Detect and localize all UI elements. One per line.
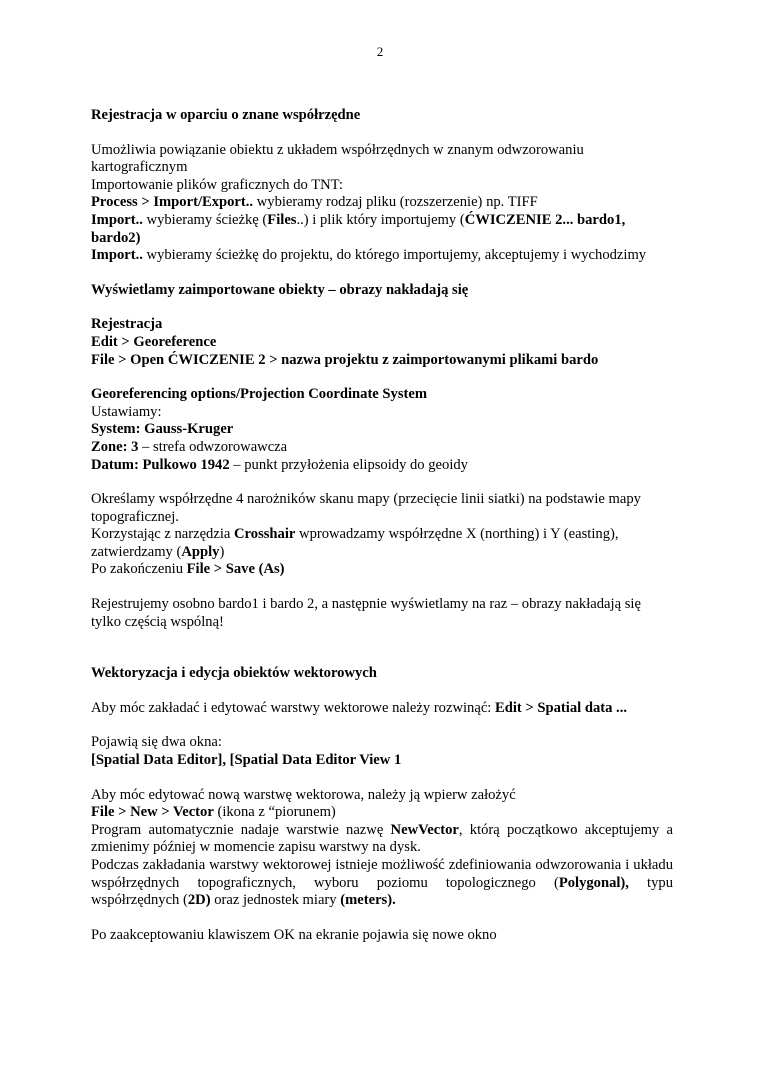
- paragraph: Korzystając z narzędzia Crosshair wprowadzamy współrzędne X (northing) i Y (easting), zatwierdzamy (Apply): [91, 526, 619, 560]
- setting-zone: Zone: 3 – strefa odwzorowawcza: [91, 438, 288, 455]
- section-heading-rejestracja: Rejestracja: [91, 316, 163, 333]
- paragraph: Importowanie plików graficznych do TNT:: [91, 176, 343, 193]
- paragraph: Aby móc zakładać i edytować warstwy wektorowe należy rozwinąć: Edit > Spatial data ...: [91, 699, 628, 716]
- paragraph: Umożliwia powiązanie obiektu z układem współrzędnych w znanym odwzorowaniu kartograficznym: [91, 141, 584, 176]
- paragraph: Rejestrujemy osobno bardo1 i bardo 2, a następnie wyświetlamy na raz – obrazy nakładają się tylko częścią wspólną!: [91, 596, 641, 630]
- document-body: [91, 107, 673, 944]
- section-heading-display: Wyświetlamy zaimportowane obiekty – obrazy nakładają się: [91, 281, 469, 298]
- paragraph: Po zakończeniu File > Save (As): [91, 561, 285, 578]
- section-heading-georeferencing: Georeferencing options/Projection Coordinate System: [91, 386, 428, 403]
- window-names: [Spatial Data Editor], [Spatial Data Editor View 1: [91, 752, 402, 769]
- menu-path: Edit > Georeference: [91, 333, 217, 350]
- paragraph: Process > Import/Export.. wybieramy rodzaj pliku (rozszerzenie) np. TIFF: [91, 194, 538, 211]
- paragraph: Określamy współrzędne 4 narożników skanu mapy (przecięcie linii siatki) na podstawie mapy topograficznej.: [91, 491, 641, 525]
- section-heading-registration: Rejestracja w oparciu o znane współrzędne: [91, 107, 361, 123]
- page-number: 2: [376, 44, 384, 59]
- paragraph: Program automatycznie nadaje warstwie nazwę NewVector, którą początkowo akceptujemy a zmienimy później w momencie zapisu warstwy na dysk.: [91, 821, 673, 856]
- paragraph: Podczas zakładania warstwy wektorowej istnieje możliwość zdefiniowania odwzorowania i układu współrzędnych topograficznych, wyboru poziomu topologicznego (Polygonal), typu współrzędnych (2D) oraz jednostek miary (meters).: [91, 857, 673, 909]
- section-heading-vectorization: Wektoryzacja i edycja obiektów wektorowych: [91, 665, 377, 682]
- paragraph: Ustawiamy:: [91, 403, 162, 420]
- paragraph: Aby móc edytować nową warstwę wektorowa, należy ją wpierw założyć: [91, 786, 516, 803]
- menu-path: File > Open ĆWICZENIE 2 > nazwa projektu z zaimportowanymi plikami bardo: [91, 351, 599, 368]
- paragraph: File > New > Vector (ikona z “piorunem): [91, 804, 336, 821]
- paragraph: Import.. wybieramy ścieżkę do projektu, do którego importujemy, akceptujemy i wychodzimy: [91, 247, 647, 264]
- paragraph: Pojawią się dwa okna:: [91, 734, 222, 751]
- paragraph: Import.. wybieramy ścieżkę (Files..) i plik który importujemy (ĆWICZENIE 2... bardo1, bardo2): [91, 211, 626, 246]
- setting-system: System: Gauss-Kruger: [91, 421, 234, 438]
- setting-datum: Datum: Pulkowo 1942 – punkt przyłożenia elipsoidy do geoidy: [91, 456, 468, 473]
- paragraph: Po zaakceptowaniu klawiszem OK na ekranie pojawia się nowe okno: [91, 926, 497, 943]
